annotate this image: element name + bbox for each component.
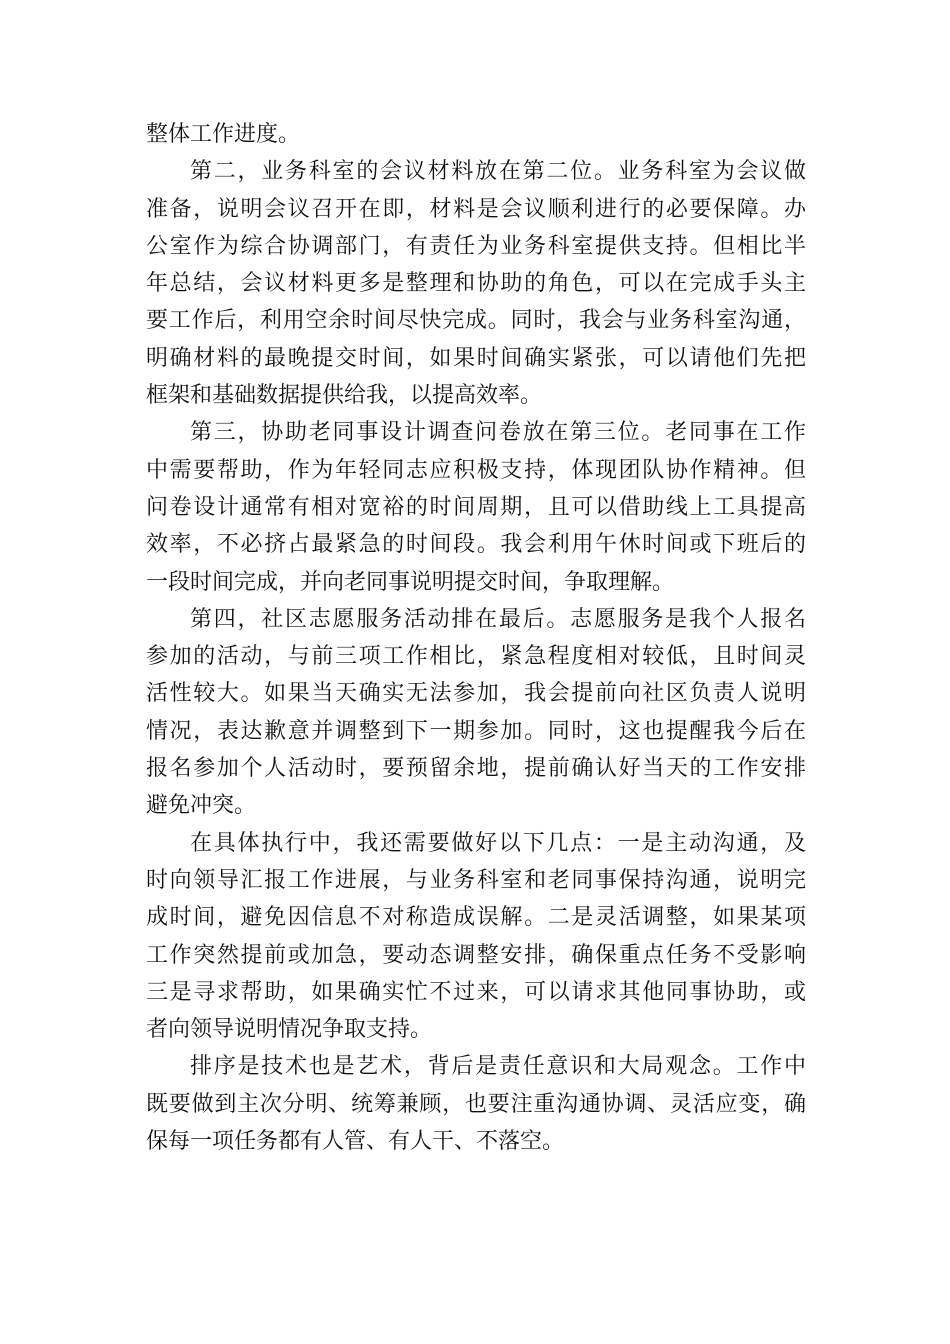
text-line: 在具体执行中，我还需要做好以下几点：一是主动沟通，及 [190,830,806,856]
text-line: 年总结，会议材料更多是整理和协助的角色，可以在完成手头主 [146,271,806,297]
paragraph-continuation [146,116,806,153]
text-line: 效率，不必挤占最紧急的时间段。我会利用午休时间或下班后的 [146,532,806,558]
text-line: 避免冲突。 [146,793,257,819]
text-line: 保每一项任务都有人管、有人干、不落空。 [146,1129,565,1155]
text-line: 第四，社区志愿服务活动排在最后。志愿服务是我个人报名 [190,606,806,632]
paragraph-third-priority [146,414,806,600]
text-line: 排序是技术也是艺术，背后是责任意识和大局观念。工作中 [190,1054,806,1080]
text-line: 报名参加个人活动时，要预留余地，提前确认好当天的工作安排 [146,756,806,782]
paragraph-fourth-priority [146,601,806,825]
text-line: 三是寻求帮助，如果确实忙不过来，可以请求其他同事协助，或 [146,979,806,1005]
paragraph-conclusion [146,1048,806,1160]
paragraph-second-priority [146,153,806,414]
text-line: 既要做到主次分明、统筹兼顾，也要注重沟通协调、灵活应变，确 [146,1091,806,1117]
text-line: 时向领导汇报工作进展，与业务科室和老同事保持沟通，说明完 [146,867,806,893]
text-line: 第二，业务科室的会议材料放在第二位。业务科室为会议做 [190,159,806,185]
text-line: 活性较大。如果当天确实无法参加，我会提前向社区负责人说明 [146,681,806,707]
text-line: 中需要帮助，作为年轻同志应积极支持，体现团队协作精神。但 [146,457,806,483]
text-line: 公室作为综合协调部门，有责任为业务科室提供支持。但相比半 [146,233,806,259]
text-line: 第三，协助老同事设计调查问卷放在第三位。老同事在工作 [190,420,806,446]
text-line: 成时间，避免因信息不对称造成误解。二是灵活调整，如果某项 [146,905,806,931]
text-line: 情况，表达歉意并调整到下一期参加。同时，这也提醒我今后在 [146,718,806,744]
text-line: 明确材料的最晚提交时间，如果时间确实紧张，可以请他们先把 [146,345,806,371]
text-line: 参加的活动，与前三项工作相比，紧急程度相对较低，且时间灵 [146,644,806,670]
text-line: 准备，说明会议召开在即，材料是会议顺利进行的必要保障。办 [146,196,806,222]
text-line: 者向领导说明情况争取支持。 [146,1017,433,1043]
text-line: 问卷设计通常有相对宽裕的时间周期，且可以借助线上工具提高 [146,494,806,520]
paragraph-execution-points [146,825,806,1049]
text-line: 工作突然提前或加急，要动态调整安排，确保重点任务不受影响 [146,942,806,968]
text-line: 整体工作进度。 [146,122,301,147]
text-line: 一段时间完成，并向老同事说明提交时间，争取理解。 [146,569,675,595]
text-line: 要工作后，利用空余时间尽快完成。同时，我会与业务科室沟通， [146,308,806,334]
document-body [146,116,806,1160]
text-line: 框架和基础数据提供给我，以提高效率。 [146,383,543,409]
